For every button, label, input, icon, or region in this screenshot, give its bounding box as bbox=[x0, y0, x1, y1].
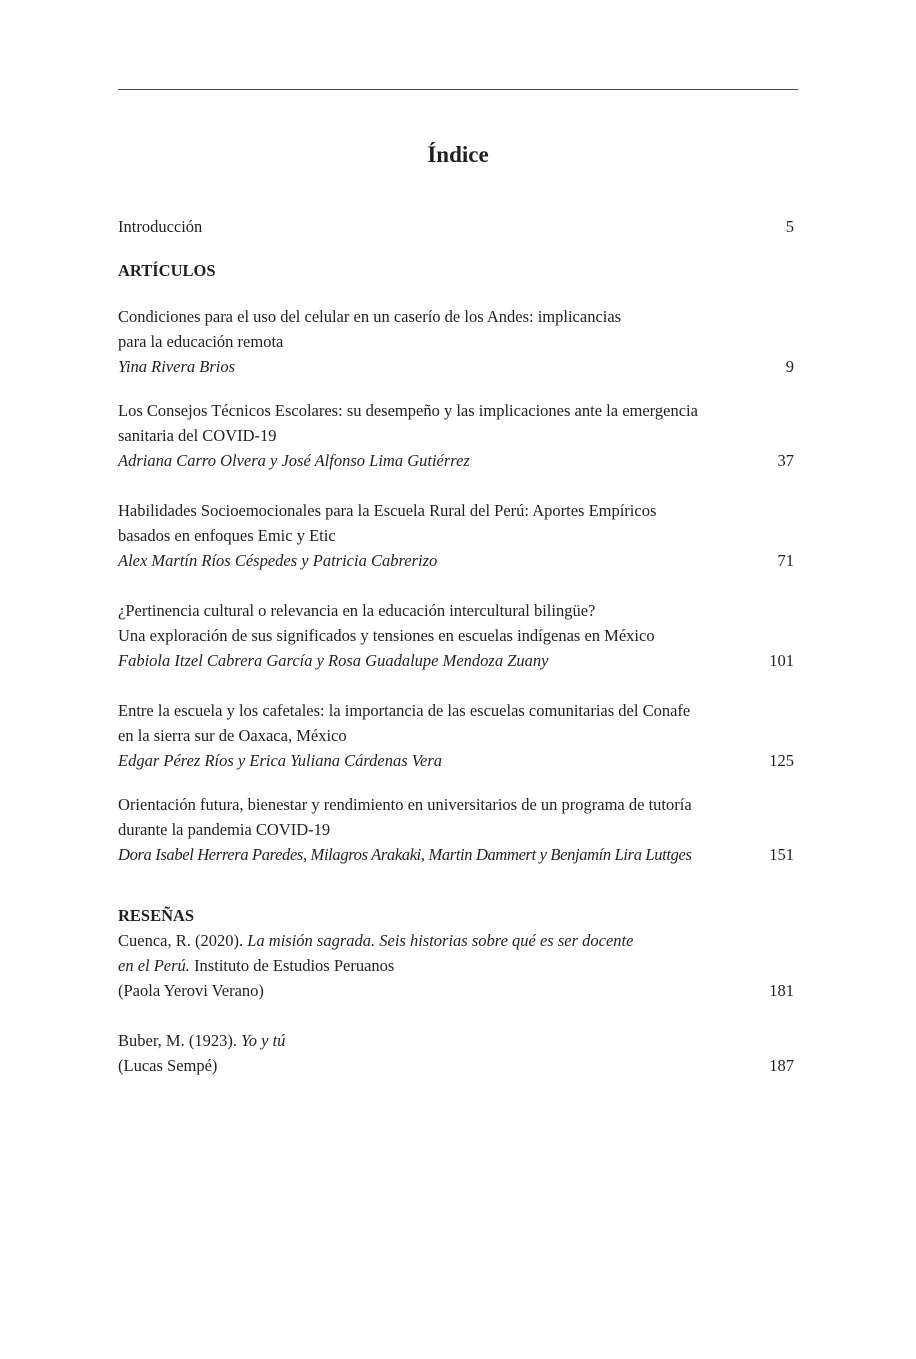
entry-title-line: Condiciones para el uso del celular en un caserío de los Andes: implicancias bbox=[118, 307, 622, 326]
review-reviewer: (Lucas Sempé) bbox=[118, 1056, 218, 1075]
toc-intro-label: Introducción bbox=[118, 217, 203, 236]
entry-authors: Alex Martín Ríos Céspedes y Patricia Cabrerizo bbox=[118, 551, 438, 570]
entry-title-line: sanitaria del COVID-19 bbox=[118, 426, 277, 445]
entry-title-line: para la educación remota bbox=[118, 332, 284, 351]
entry-page: 37 bbox=[777, 451, 794, 470]
entry-title-line: Habilidades Socioemocionales para la Escuela Rural del Perú: Aportes Empíricos bbox=[118, 501, 657, 520]
entry-authors: Dora Isabel Herrera Paredes, Milagros Arakaki, Martin Dammert y Benjamín Lira Luttges bbox=[118, 845, 692, 864]
review-citation: Buber, M. (1923). bbox=[118, 1031, 242, 1050]
entry-title-line: Una exploración de sus significados y tensiones en escuelas indígenas en México bbox=[118, 626, 655, 645]
entry-page: 151 bbox=[769, 845, 794, 864]
entry-page: 125 bbox=[769, 751, 794, 770]
toc-intro-page: 5 bbox=[785, 217, 794, 236]
page-title: Índice bbox=[427, 142, 489, 167]
entry-page: 101 bbox=[769, 651, 794, 670]
entry-authors: Fabiola Itzel Cabrera García y Rosa Guadalupe Mendoza Zuany bbox=[118, 651, 549, 670]
entry-title-line: Los Consejos Técnicos Escolares: su desempeño y las implicaciones ante la emergencia bbox=[118, 401, 698, 420]
review-book-title: La misión sagrada. Seis historias sobre qué es ser docente bbox=[247, 931, 634, 950]
entry-title-line: durante la pandemia COVID-19 bbox=[118, 820, 331, 839]
review-citation: Cuenca, R. (2020). bbox=[118, 931, 248, 950]
entry-page: 181 bbox=[769, 981, 794, 1000]
entry-page: 9 bbox=[785, 357, 794, 376]
entry-title-line: Orientación futura, bienestar y rendimiento en universitarios de un programa de tutoría bbox=[118, 795, 692, 814]
review-reference-line bbox=[118, 953, 394, 978]
entry-title-line: ¿Pertinencia cultural o relevancia en la educación intercultural bilingüe? bbox=[118, 601, 596, 620]
entry-title-line: Entre la escuela y los cafetales: la importancia de las escuelas comunitarias del Conafe bbox=[118, 701, 691, 720]
review-book-title: en el Perú. bbox=[118, 956, 190, 975]
review-reviewer: (Paola Yerovi Verano) bbox=[118, 981, 264, 1000]
entry-authors: Edgar Pérez Ríos y Erica Yuliana Cárdenas Vera bbox=[118, 751, 443, 770]
header-rule bbox=[118, 89, 798, 90]
review-publisher: Instituto de Estudios Peruanos bbox=[189, 956, 395, 975]
entry-title-line: en la sierra sur de Oaxaca, México bbox=[118, 726, 347, 745]
entry-page: 187 bbox=[769, 1056, 794, 1075]
entry-title-line: basados en enfoques Emic y Etic bbox=[118, 526, 336, 545]
section-heading-articles: ARTÍCULOS bbox=[118, 261, 216, 280]
entry-authors: Yina Rivera Brios bbox=[118, 357, 236, 376]
review-reference-line bbox=[118, 1028, 285, 1053]
review-book-title: Yo y tú bbox=[241, 1031, 286, 1050]
review-reference-line bbox=[118, 928, 633, 953]
section-heading-reviews: RESEÑAS bbox=[118, 906, 195, 925]
entry-page: 71 bbox=[777, 551, 794, 570]
entry-authors: Adriana Carro Olvera y José Alfonso Lima Gutiérrez bbox=[118, 451, 470, 470]
